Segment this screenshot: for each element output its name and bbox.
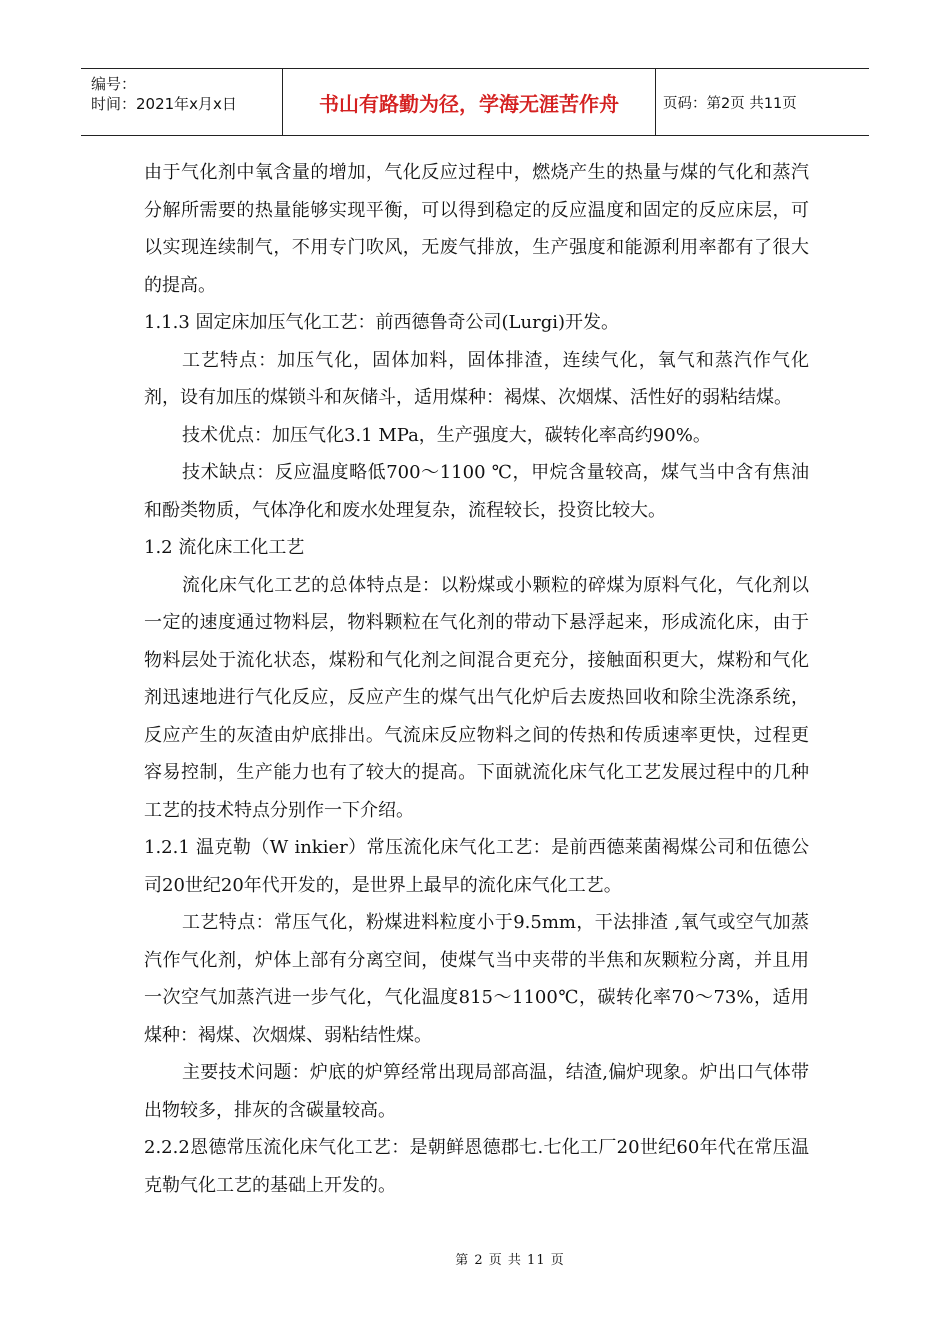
header-motto: 书山有路勤为径，学海无涯苦作舟 [283,69,656,135]
header-meta [81,69,283,135]
paragraph: 工艺特点：常压气化，粉煤进料粒度小于9.5mm，干法排渣 ,氧气或空气加蒸汽作气化剂，炉体上部有分离空间，使煤气当中夹带的半焦和灰颗粒分离，并且用一次空气加蒸汽进一步气化，气化温度815～1100℃，碳转化率70～73%，适用煤种：褐煤、次烟煤、弱粘结性煤。 [144,912,809,1046]
paragraph: 由于气化剂中氧含量的增加，气化反应过程中，燃烧产生的热量与煤的气化和蒸汽分解所需要的热量能够实现平衡，可以得到稳定的反应温度和固定的反应床层，可以实现连续制气，不用专门吹风，无废气排放，生产强度和能源利用率都有了很大的提高。 [144,162,809,296]
header-page-info: 页码：第2页 共11页 [663,95,797,112]
paragraph: 主要技术问题：炉底的炉箅经常出现局部高温，结渣,偏炉现象。炉出口气体带出物较多，排灰的含碳量较高。 [144,1062,809,1121]
section-heading: 1.1.3 固定床加压气化工艺：前西德鲁奇公司(Lurgi)开发。 [144,312,619,333]
paragraph: 技术缺点：反应温度略低700～1100 ℃，甲烷含量较高，煤气当中含有焦油和酚类物质，气体净化和废水处理复杂，流程较长，投资比较大。 [144,462,809,521]
section-heading: 1.2 流化床工化工艺 [144,537,305,558]
document-body [144,154,809,1204]
paragraph: 工艺特点：加压气化，固体加料，固体排渣，连续气化，氧气和蒸汽作气化剂，设有加压的煤锁斗和灰储斗，适用煤种：褐煤、次烟煤、活性好的弱粘结煤。 [144,349,809,408]
section-heading: 1.2.1 温克勒（W inkier）常压流化床气化工艺：是前西德莱菌褐煤公司和伍德公司20世纪20年代开发的，是世界上最早的流化床气化工艺。 [144,837,809,896]
page-footer: 第 2 页 共 11 页 [455,1253,565,1268]
page-header [81,68,869,136]
paragraph: 流化床气化工艺的总体特点是：以粉煤或小颗粒的碎煤为原料气化，气化剂以一定的速度通过物料层，物料颗粒在气化剂的带动下悬浮起来，形成流化床，由于物料层处于流化状态，煤粉和气化剂之间混合更充分，接触面积更大，煤粉和气化剂迅速地进行气化反应，反应产生的煤气出气化炉后去废热回收和除尘洗涤系统，反应产生的灰渣由炉底排出。气流床反应物料之间的传热和传质速率更快，过程更容易控制，生产能力也有了较大的提高。下面就流化床气化工艺发展过程中的几种工艺的技术特点分别作一下介绍。 [144,574,809,821]
document-date: 时间：2021年x月x日 [91,95,237,113]
document-number-label: 编号： [91,75,137,93]
paragraph: 技术优点：加压气化3.1 MPa，生产强度大，碳转化率高约90%。 [182,424,711,446]
section-heading: 2.2.2恩德常压流化床气化工艺：是朝鲜恩德郡七.七化工厂20世纪60年代在常压温克勒气化工艺的基础上开发的。 [144,1137,809,1196]
